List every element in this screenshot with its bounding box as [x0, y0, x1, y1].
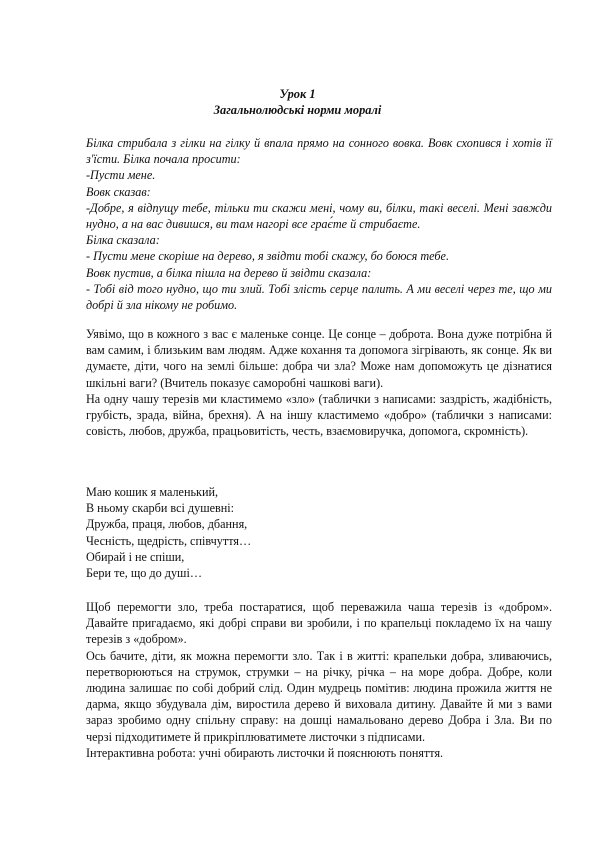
poem — [86, 484, 552, 581]
body-section-1 — [86, 326, 552, 439]
dialogue-line: -Добре, я відпущу тебе, тільки ти скажи мені, чому ви, білки, такі веселі. Мені завжди нудно, а на вас дивишся, ви там нагорі все грає́те й стрибаєте. — [86, 200, 552, 232]
poem-line: Чесність, щедрість, співчуття… — [86, 533, 252, 548]
dialogue-line: Вовк сказав: — [86, 184, 151, 199]
dialogue-line: Вовк пустив, а білка пішла на дерево й звідти сказала: — [86, 265, 372, 280]
lesson-topic: Загальнолюдські норми моралі — [213, 103, 382, 117]
dialogue-line: -Пусти мене. — [86, 168, 156, 183]
poem-line: Обирай і не спіши, — [86, 549, 185, 564]
paragraph: Ось бачите, діти, як можна перемогти зло. Так і в житті: крапельки добра, зливаючись, перетворюються на струмок, струмки – на річку, річка – на море добра. Добре, коли людина залишає по собі добрий слід. Один мудрець помітив: людина прожила життя не дарма, якщо збудувала дім, виростила дерево й виховала дитину. Давайте й ми з вами зараз зробимо одну спільну справу: на дошці намальовано дерево Добра і Зла. Ви по черзі підходитимете й прикріплюватимете листочки з підписами. — [86, 648, 552, 744]
dialogue-line: Білка сказала: — [86, 233, 160, 248]
paragraph: На одну чашу терезів ми класти​мемо «зло» (таблички з написами: заздрість, жадібність, грубість, зрада, війна, брехня). А на іншу класти​мемо «добро» (таблички з написами: совість, любов, дружба, працьовитість, честь, взаємовиручка, допомога, скромність). — [86, 391, 552, 439]
paragraph: Уявімо, що в кожного з вас є маленьке сонце. Це сонце – доброта. Вона дуже потрібна й вам самим, і близьким вам людям. Адже кохання та допомога зігрівають, як сонце. Як ви думаєте, діти, чого на землі більше: добра чи зла? Може нам допоможуть це дізнатися шкільні ваги? (Вчитель показує саморобні чашкові ваги). — [86, 327, 552, 390]
fable-dialogue — [86, 135, 552, 313]
poem-line: Дружба, праця, любов, дбання, — [86, 517, 248, 532]
dialogue-line: - Пусти мене скоріше на дерево, я звідти тобі скажу, бо боюся тебе. — [86, 249, 450, 264]
body-section-2 — [86, 599, 552, 761]
lesson-number: Урок 1 — [279, 87, 316, 101]
poem-line: Маю кошик я маленький, — [86, 485, 219, 499]
poem-line: В ньому скарби всі душевні: — [86, 501, 235, 516]
paragraph: Щоб перемогти зло, треба постаратися, щоб переважила чаша терезів із «добром». Давайте пригадаємо, які добрі справи ви зробили, і по крапельці покладемо їх на чашу терезів з «добром». — [86, 600, 552, 647]
poem-line: Бери те, що до душі… — [86, 566, 203, 581]
paragraph: Інтерактивна робота: учні обирають листочки й пояснюють поняття. — [86, 745, 444, 760]
dialogue-line: Білка стрибала з гілки на гілку й впала прямо на сонного вовка. Вовк схопився і хотів її з'їсти. Білка почала просити: — [86, 136, 552, 167]
dialogue-line: - Тобі від того нудно, що ти злий. Тобі злість серце палить. А ми веселі через те, що ми добрі й зла нікому не робимо. — [86, 281, 552, 313]
